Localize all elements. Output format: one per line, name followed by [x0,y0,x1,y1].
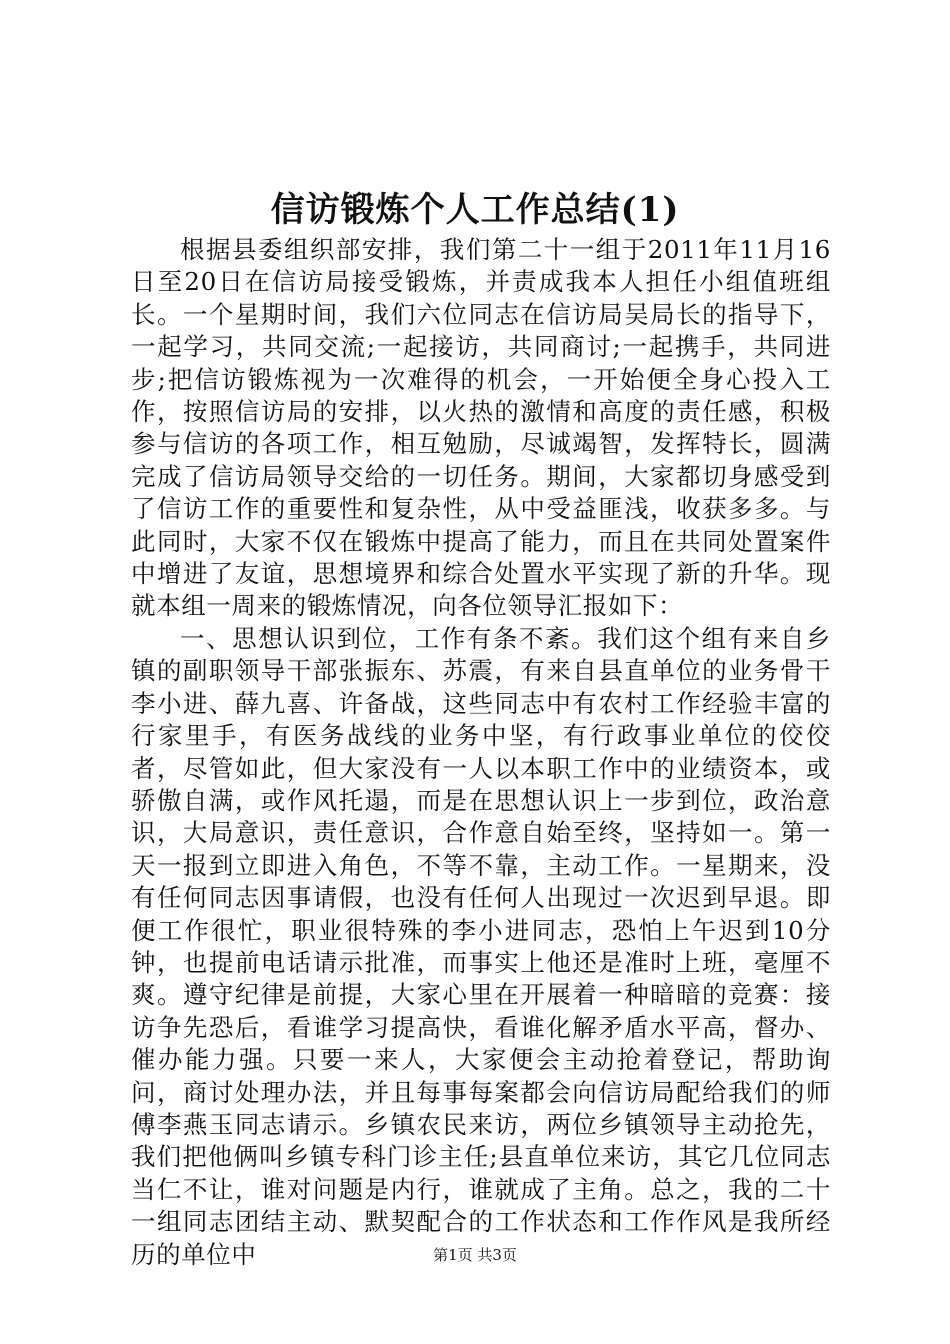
document-body [131,234,831,1271]
page-footer: 第1页 共3页 [433,1246,517,1264]
paragraph-intro: 根据县委组织部安排，我们第二十一组于2011年11月16日至20日在信访局接受锻炼，并责成我本人担任小组值班组长。一个星期时间，我们六位同志在信访局吴局长的指导下，一起学习，共同交流;一起接访，共同商讨;一起携手，共同进步;把信访锻炼视为一次难得的机会，一开始便全身心投入工作，按照信访局的安排，以火热的激情和高度的责任感，积极参与信访的各项工作，相互勉励，尽诚竭智，发挥特长，圆满完成了信访局领导交给的一切任务。期间，大家都切身感受到了信访工作的重要性和复杂性，从中受益匪浅，收获多多。与此同时，大家不仅在锻炼中提高了能力，而且在共同处置案件中增进了友谊，思想境界和综合处置水平实现了新的升华。现就本组一周来的锻炼情况，向各位领导汇报如下： [131,235,831,621]
document-title: 信访锻炼个人工作总结(1) [270,190,680,230]
paragraph-section-one: 一、思想认识到位，工作有条不紊。我们这个组有来自乡镇的副职领导干部张振东、苏震，有来自县直单位的业务骨干李小进、薛九喜、许备战，这些同志中有农村工作经验丰富的行家里手，有医务战线的业务中坚，有行政事业单位的佼佼者，尽管如此，但大家没有一人以本职工作中的业绩资本，或骄傲自满，或作风托遢，而是在思想认识上一步到位，政治意识，大局意识，责任意识，合作意自始至终，坚持如一。第一天一报到立即进入角色，不等不靠，主动工作。一星期来，没有任何同志因事请假，也没有任何人出现过一次迟到早退。即便工作很忙，职业很特殊的李小进同志，恐怕上午迟到10分钟，也提前电话请示批准，而事实上他还是准时上班，毫厘不爽。遵守纪律是前提，大家心里在开展着一种暗暗的竞赛：接访争先恐后，看谁学习提高快，看谁化解矛盾水平高，督办、催办能力强。只要一来人，大家便会主动抢着登记，帮助询问，商讨处理办法，并且每事每案都会向信访局配给我们的师傅李燕玉同志请示。乡镇农民来访，两位乡镇领导主动抢先，我们把他俩叫乡镇专科门诊主任;县直单位来访，其它几位同志当仁不让，谁对问题是内行，谁就成了主角。总之，我的二十一组同志团结主动、默契配合的工作状态和工作作风是我所经历的单位中 [131,623,831,1269]
